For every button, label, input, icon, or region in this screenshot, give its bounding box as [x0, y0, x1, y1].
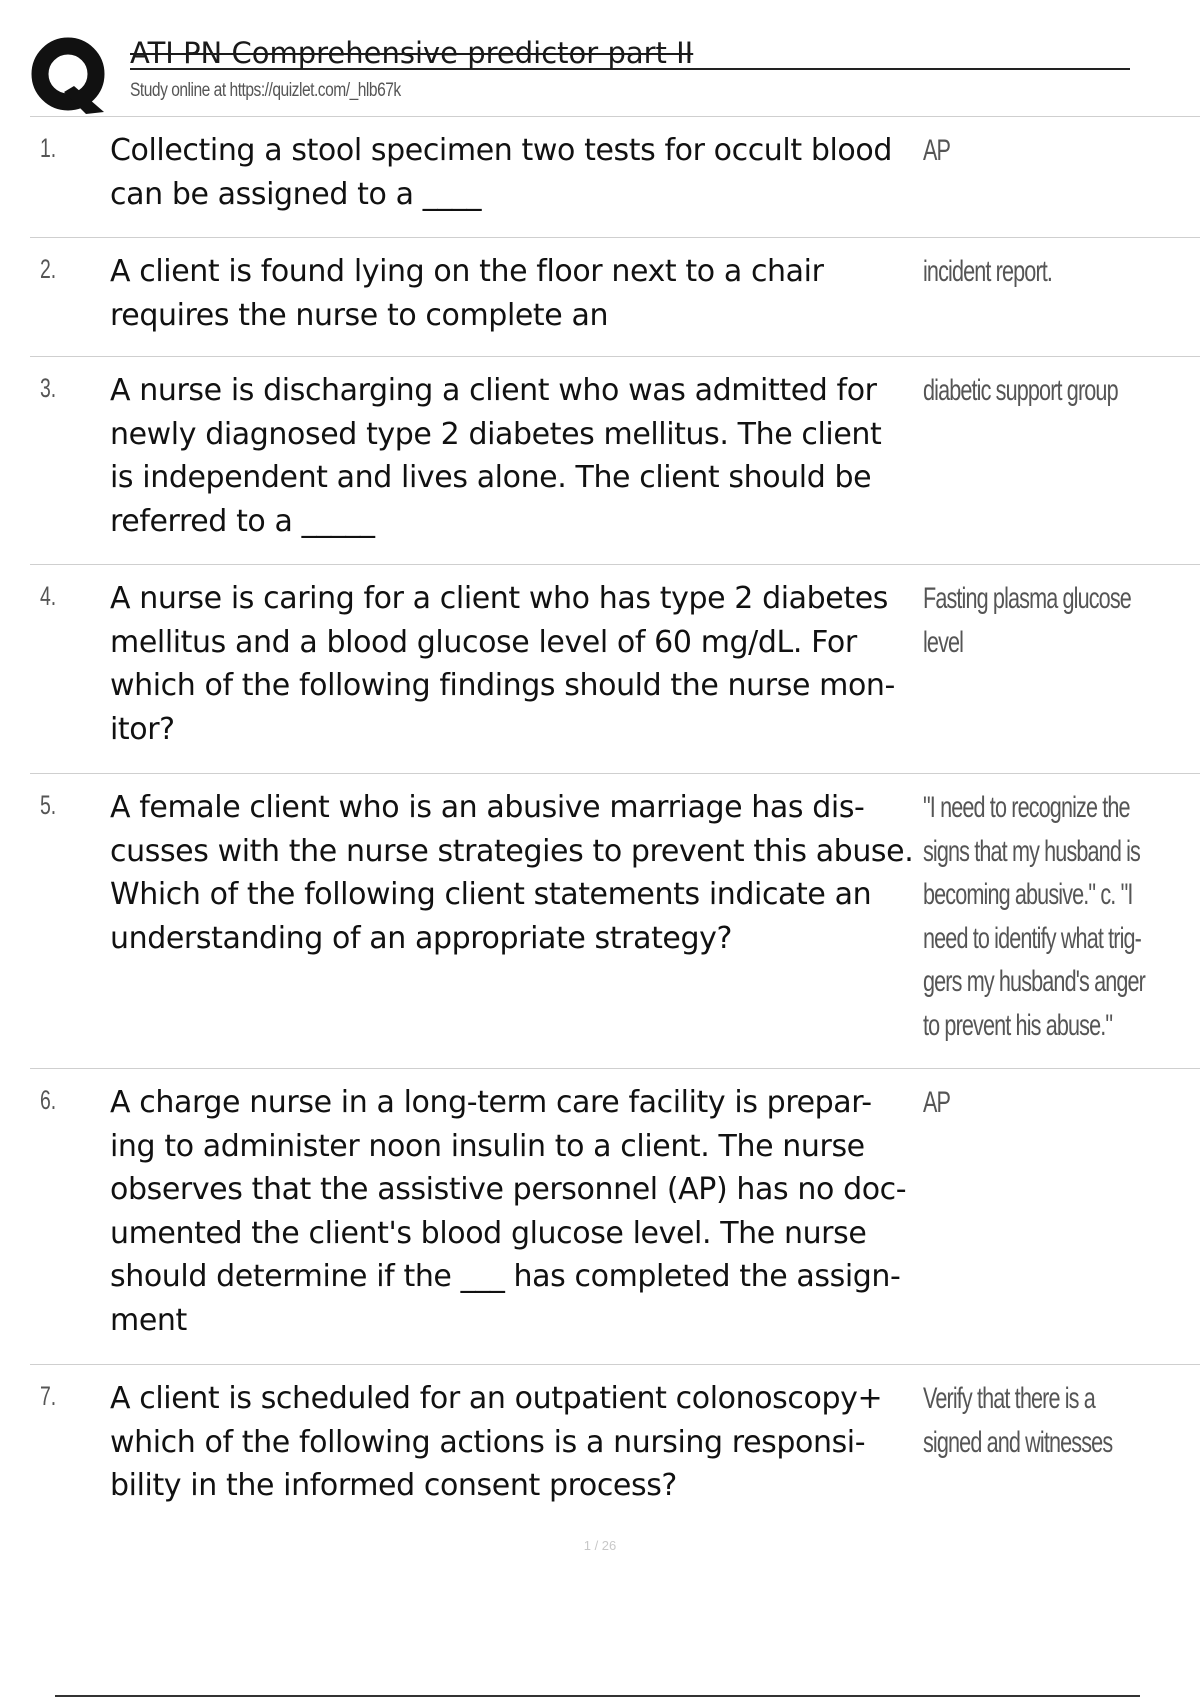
card-term: A nurse is caring for a client who has type 2 diabetes mellitus and a blood glucose level of 60 mg/dL. For which of the following findings should the nurse mon- itor? — [110, 581, 895, 747]
card-definition: AP — [923, 134, 951, 167]
card-term: A nurse is discharging a client who was admitted for newly diagnosed type 2 diabetes mellitus. The client is independent and lives alone. The client should be referred to a _____ — [110, 373, 882, 539]
flashcard-list — [30, 117, 1200, 1565]
card-number: 1. — [40, 133, 57, 163]
flashcard-row — [30, 774, 1200, 1069]
card-number: 6. — [40, 1085, 57, 1115]
card-number: 5. — [40, 790, 57, 820]
study-online-link[interactable]: Study online at https://quizlet.com/_hlb67k — [130, 80, 401, 101]
flashcard-row — [30, 565, 1200, 774]
card-number: 3. — [40, 373, 57, 403]
card-definition: diabetic support group — [923, 374, 1118, 407]
card-term: A female client who is an abusive marriage has dis- cusses with the nurse strategies to prevent this abuse. Which of the following client statements indicate an understanding of an appropriate strategy? — [110, 790, 914, 956]
card-term: A client is found lying on the floor next to a chair requires the nurse to complete an — [110, 254, 824, 333]
footer-divider — [55, 1695, 1140, 1697]
quizlet-logo-icon — [30, 34, 110, 114]
card-definition: AP — [923, 1086, 951, 1119]
card-definition: "I need to recognize the signs that my husband is becoming abusive." c. "I need to identify what trig- gers my husband's anger to prevent his abuse." — [923, 791, 1145, 1042]
flashcard-row — [30, 238, 1200, 357]
flashcard-row — [30, 357, 1200, 565]
flashcard-row — [30, 1069, 1200, 1365]
document-title: ATI PN Comprehensive predictor part II — [130, 34, 1130, 70]
card-definition: incident report. — [923, 255, 1053, 288]
card-number: 4. — [40, 581, 57, 611]
card-term: Collecting a stool specimen two tests for occult blood can be assigned to a ____ — [110, 133, 892, 212]
card-term: A charge nurse in a long-term care facility is prepar- ing to administer noon insulin to a client. The nurse observes that the assistive personnel (AP) has no doc- umented the client's blood glucose level. The nurse should determine if the ___ has completed the assign- ment — [110, 1085, 907, 1338]
card-definition: Fasting plasma glucose level — [923, 582, 1131, 659]
card-number: 7. — [40, 1381, 57, 1411]
card-definition: Verify that there is a signed and witnesses — [923, 1382, 1113, 1459]
document-header — [30, 28, 1140, 118]
page-number: 1 / 26 — [583, 1538, 617, 1553]
flashcard-row — [30, 1365, 1200, 1565]
card-number: 2. — [40, 254, 57, 284]
card-term: A client is scheduled for an outpatient colonoscopy+ which of the following actions is a nursing responsi- bility in the informed consent process? — [110, 1381, 883, 1503]
flashcard-row — [30, 117, 1200, 238]
